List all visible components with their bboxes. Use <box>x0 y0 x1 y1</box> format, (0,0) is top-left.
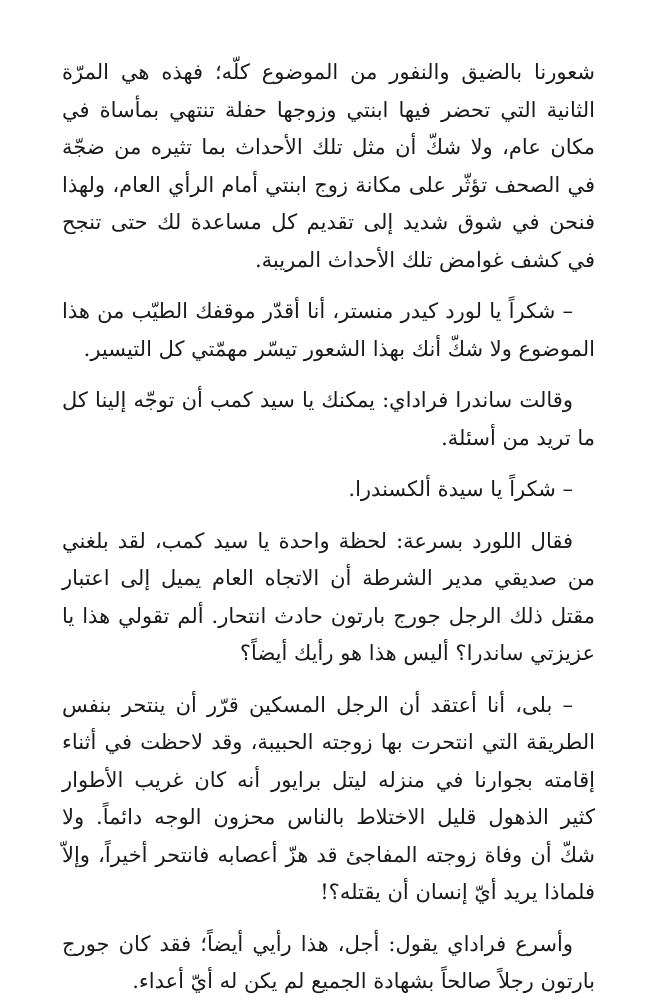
paragraph-3: وقالت ساندرا فراداي: يمكنك يا سيد كمب أن توجّه إلينا كل ما تريد من أسئلة. <box>62 388 595 450</box>
paragraph-7: وأسرع فراداي يقول: أجل، هذا رأيي أيضاً؛ فقد كان جورج بارتون رجلاً صالحاً بشهادة الجميع لم يكن له أيّ أعداء. <box>62 931 595 993</box>
paragraph-6: – بلى، أنا أعتقد أن الرجل المسكين قرّر أن ينتحر بنفس الطريقة التي انتحرت بها زوجته الحبيبة، وقد لاحظت في أثناء إقامته بجوارنا في منزله ليتل برايور أنه كان غريب الأطوار كثير الذهول قليل الاختلاط بالناس محزون الوجه دائماً. ولا شكّ أن وفاة زوجته المفاجئ قد هزّ أعصابه فانتحر أخيراً، وإلاّ فلماذا يريد أيّ إنسان أن يقتله؟! <box>62 692 595 904</box>
paragraph-4: – شكراً يا سيدة ألكسندرا. <box>348 477 573 501</box>
paragraph-1: شعورنا بالضيق والنفور من الموضوع كلّه؛ فهذه هي المرّة الثانية التي تحضر فيها ابنتي وزوجها حفلة تنتهي بمأساة في مكان عام، ولا شكّ أن مثل تلك الأحداث بما تثيره من ضجّة في الصحف تؤثّر على مكانة زوج ابنتي أمام الرأي العام، ولهذا فنحن في شوق شديد إلى تقديم كل مساعدة لك حتى تنجح في كشف غوامض تلك الأحداث المريبة. <box>62 60 595 272</box>
book-page <box>62 54 595 1001</box>
paragraph-2: – شكراً يا لورد كيدر منستر، أنا أقدّر موقفك الطيّب من هذا الموضوع ولا شكّ أنك بهذا الشعور تيسّر مهمّتي كل التيسير. <box>62 299 595 361</box>
paragraph-5: فقال اللورد بسرعة: لحظة واحدة يا سيد كمب، لقد بلغني من صديقي مدير الشرطة أن الاتجاه العام يميل إلى اعتبار مقتل ذلك الرجل جورج بارتون حادث انتحار. ألم تقولي هذا يا عزيزتي ساندرا؟ أليس هذا هو رأيك أيضاً؟ <box>62 528 595 665</box>
